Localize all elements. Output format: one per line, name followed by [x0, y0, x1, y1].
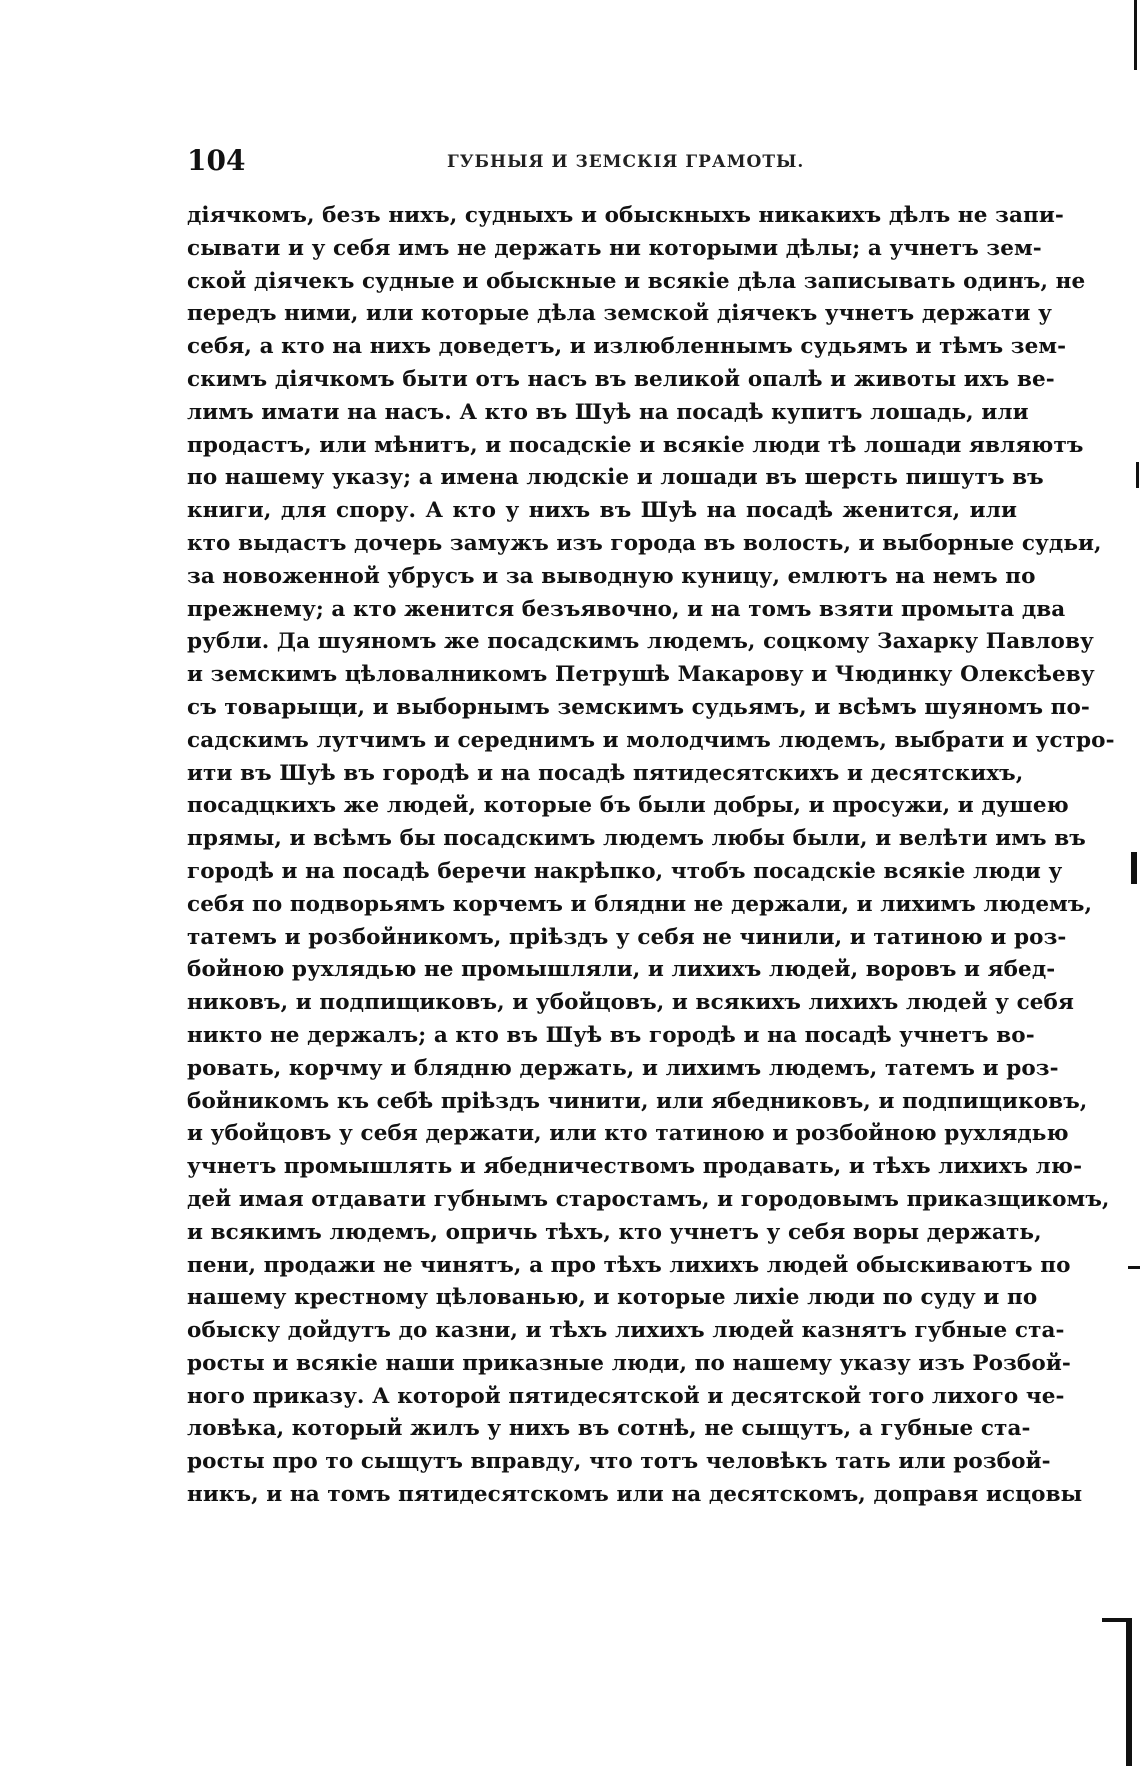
text-line: сывати и у себя имъ не держать ни которыми дѣлы; а учнетъ зем-: [187, 235, 1042, 261]
text-line: лимъ имати на насъ. А кто въ Шуѣ на посадѣ купитъ лошадь, или: [187, 399, 1029, 425]
text-line: за новоженной убрусъ и за выводную куницу, емлютъ на немъ по: [187, 563, 1036, 589]
text-line: съ товарыщи, и выборнымъ земскимъ судьямъ, и всѣмъ шуяномъ по-: [187, 694, 1090, 720]
text-line: садскимъ лутчимъ и середнимъ и молодчимъ людемъ, выбрати и устро-: [187, 727, 1115, 753]
text-line: бойникомъ къ себѣ пріѣздъ чинити, или ябедниковъ, и подпищиковъ,: [187, 1088, 1088, 1114]
text-line: бойною рухлядью не промышляли, и лихихъ людей, воровъ и ябед-: [187, 957, 1056, 983]
text-line: и земскимъ цѣловалникомъ Петрушѣ Макарову и Чюдинку Олексѣеву: [187, 662, 1095, 688]
running-head: [187, 144, 1017, 184]
text-line: ской діячекъ судные и обыскные и всякіе дѣла записывать одинъ, не: [187, 268, 1086, 294]
text-line: продастъ, или мѣнитъ, и посадскіе и всякіе люди тѣ лошади являютъ: [187, 432, 1084, 458]
text-line: и убойцовъ у себя держати, или кто татиною и розбойною рухлядью: [187, 1121, 1069, 1147]
running-title: ГУБНЫЯ И ЗЕМСКІЯ ГРАМОТЫ.: [447, 152, 805, 172]
text-line: діячкомъ, безъ нихъ, судныхъ и обыскныхъ никакихъ дѣлъ не запи-: [187, 203, 1064, 228]
text-line: рубли. Да шуяномъ же посадскимъ людемъ, соцкому Захарку Павлову: [187, 629, 1094, 655]
text-line: передъ ними, или которые дѣла земской діячекъ учнетъ держати у: [187, 301, 1052, 327]
scan-edge-mark: [1131, 852, 1137, 884]
scan-edge-mark: [1136, 462, 1139, 488]
body-text: [187, 200, 1115, 1512]
text-line: кто выдастъ дочерь замужъ изъ города въ волость, и выборные судьи,: [187, 530, 1102, 556]
scan-edge-mark: [1134, 0, 1137, 70]
text-line: себя по подворьямъ корчемъ и блядни не держали, и лихимъ людемъ,: [187, 891, 1093, 917]
text-line: городѣ и на посадѣ беречи накрѣпко, чтобъ посадскіе всякіе люди у: [187, 858, 1063, 884]
text-line: прежнему; а кто женится безъявочно, и на томъ взяти промыта два: [187, 596, 1066, 622]
text-line: никто не держалъ; а кто въ Шуѣ въ городѣ и на посадѣ учнетъ во-: [187, 1022, 1035, 1048]
text-line: татемъ и розбойникомъ, пріѣздъ у себя не чинили, и татиною и роз-: [187, 924, 1067, 950]
text-line: нашему крестному цѣлованью, и которые лихіе люди по суду и по: [187, 1285, 1038, 1311]
text-line: никъ, и на томъ пятидесятскомъ или на десятскомъ, доправя исцовы: [187, 1482, 1083, 1508]
text-line: дей имая отдавати губнымъ старостамъ, и городовымъ приказщикомъ,: [187, 1186, 1110, 1212]
text-line: себя, а кто на нихъ доведетъ, и излюбленнымъ судьямъ и тѣмъ зем-: [187, 334, 1067, 360]
text-line: пени, продажи не чинятъ, а про тѣхъ лихихъ людей обыскиваютъ по: [187, 1252, 1071, 1278]
text-line: учнетъ промышлять и ябедничествомъ продавать, и тѣхъ лихихъ лю-: [187, 1154, 1083, 1180]
text-line: ного приказу. А которой пятидесятской и десятской того лихого че-: [187, 1383, 1065, 1409]
text-line: росты про то сыщутъ вправду, что тотъ человѣкъ тать или розбой-: [187, 1449, 1051, 1475]
text-line: росты и всякіе наши приказные люди, по нашему указу изъ Розбой-: [187, 1350, 1071, 1376]
text-line: ити въ Шуѣ въ городѣ и на посадѣ пятидесятскихъ и десятскихъ,: [187, 760, 1024, 786]
text-line: ловѣка, который жилъ у нихъ въ сотнѣ, не сыщутъ, а губные ста-: [187, 1416, 1031, 1442]
text-line: посадцкихъ же людей, которые бъ были добры, и просужи, и душею: [187, 793, 1069, 819]
text-line: по нашему указу; а имена людскіе и лошади въ шерсть пишутъ въ: [187, 465, 1044, 491]
text-line: и всякимъ людемъ, опричь тѣхъ, кто учнетъ у себя воры держать,: [187, 1219, 1042, 1245]
text-line: прямы, и всѣмъ бы посадскимъ людемъ любы были, и велѣти имъ въ: [187, 826, 1086, 852]
text-line: ровать, корчму и блядню держать, и лихимъ людемъ, татемъ и роз-: [187, 1055, 1059, 1081]
scan-edge-mark: [1128, 1266, 1140, 1269]
text-line: книги, для спору. А кто у нихъ въ Шуѣ на посадѣ женится, или: [187, 498, 1017, 524]
text-line: обыску дойдутъ до казни, и тѣхъ лихихъ людей казнятъ губные ста-: [187, 1318, 1065, 1344]
text-line: скимъ діячкомъ быти отъ насъ въ великой опалѣ и животы ихъ ве-: [187, 366, 1055, 392]
page-number: 104: [187, 144, 246, 177]
scan-edge-mark: [1126, 1620, 1132, 1766]
text-line: никовъ, и подпищиковъ, и убойцовъ, и всякихъ лихихъ людей у себя: [187, 990, 1074, 1016]
